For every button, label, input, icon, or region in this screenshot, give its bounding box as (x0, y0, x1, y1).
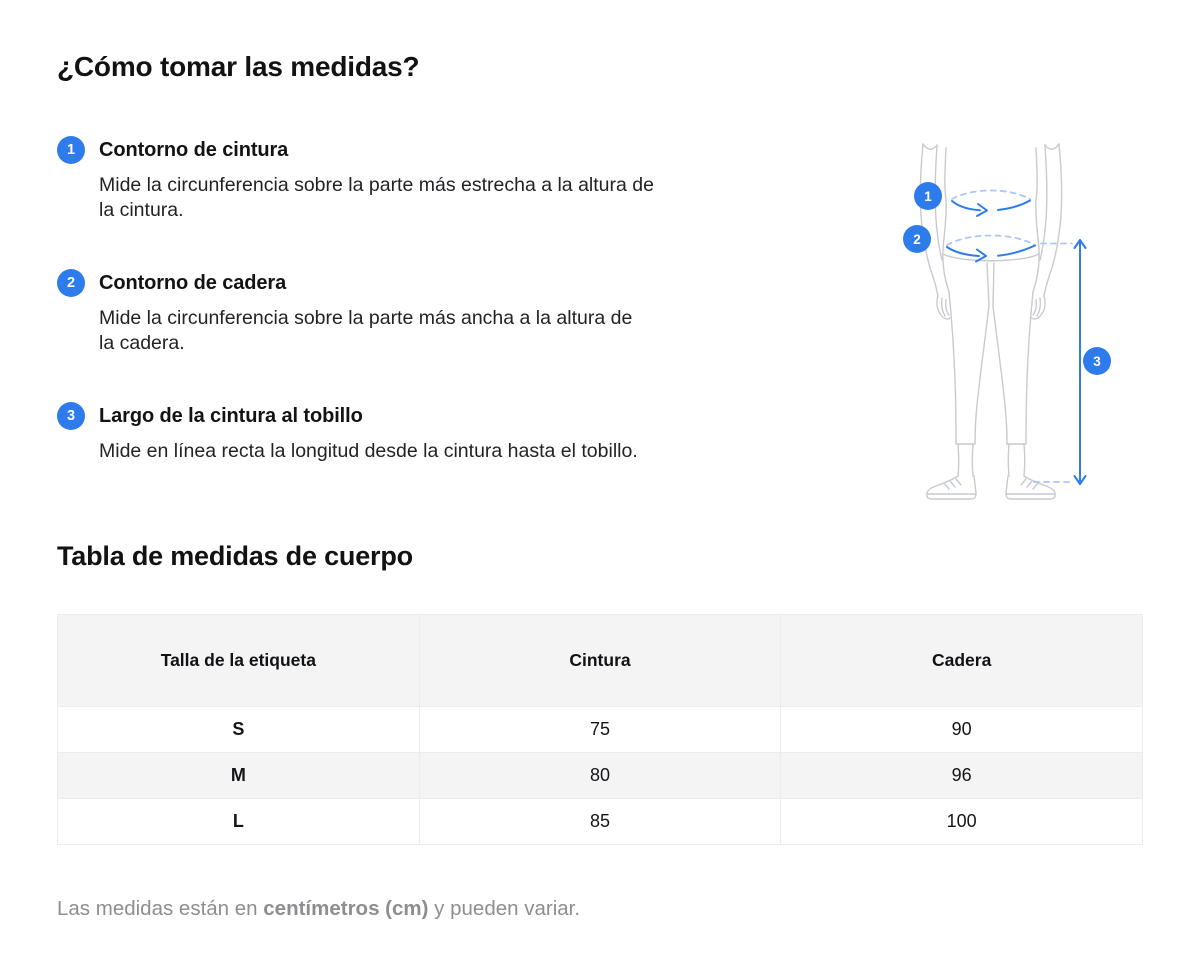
size-table-header-row (58, 614, 1143, 706)
description-line: la cintura. (99, 198, 184, 221)
column-header-hip: Cadera (781, 614, 1143, 706)
body-measurement-illustration (890, 130, 1130, 510)
step-description (99, 306, 797, 355)
hip-measure-ellipse (947, 236, 1035, 262)
description-line: la cadera. (99, 331, 185, 354)
marker-badge-2 (903, 225, 931, 253)
step-hip (57, 269, 797, 355)
step-number-badge: 1 (57, 136, 85, 164)
step-heading: Contorno de cadera (99, 271, 287, 294)
measurement-steps (57, 136, 797, 464)
hip-cell: 90 (781, 706, 1143, 752)
svg-text:3: 3 (1093, 354, 1101, 369)
hip-cell: 100 (781, 798, 1143, 844)
step-header (57, 269, 797, 297)
page-title: ¿Cómo tomar las medidas? (57, 51, 420, 82)
step-number-badge: 3 (57, 402, 85, 430)
waist-cell: 80 (419, 752, 781, 798)
column-header-size-label: Talla de la etiqueta (58, 614, 420, 706)
table-row-s (58, 706, 1143, 752)
size-cell: S (58, 706, 420, 752)
waist-measure-ellipse (952, 191, 1030, 217)
marker-badge-1 (914, 182, 942, 210)
waist-cell: 85 (419, 798, 781, 844)
length-measure-arrow (1034, 240, 1086, 484)
size-cell: L (58, 798, 420, 844)
size-table-title: Tabla de medidas de cuerpo (57, 540, 413, 571)
footnote-units: centímetros (cm) (263, 896, 429, 920)
description-line: Mide en línea recta la longitud desde la cintura hasta el tobillo. (99, 440, 638, 462)
size-table (57, 614, 1143, 845)
step-header (57, 136, 797, 164)
column-header-waist: Cintura (419, 614, 781, 706)
marker-badge-3 (1083, 347, 1111, 375)
step-description (99, 439, 797, 464)
step-waist (57, 136, 797, 222)
step-length (57, 402, 797, 464)
lower-body-figure (890, 130, 1130, 510)
step-header (57, 402, 797, 430)
svg-text:2: 2 (913, 232, 921, 247)
table-row-l (58, 798, 1143, 844)
units-footnote (57, 896, 1143, 922)
size-cell: M (58, 752, 420, 798)
footnote-prefix: Las medidas están en (57, 896, 264, 920)
description-line: Mide la circunferencia sobre la parte más ancha a la altura de (99, 307, 633, 329)
svg-text:1: 1 (924, 189, 932, 204)
waist-cell: 75 (419, 706, 781, 752)
footnote-suffix: y pueden variar. (428, 896, 581, 920)
table-row-m (58, 752, 1143, 798)
step-number-badge: 2 (57, 269, 85, 297)
step-description (99, 173, 797, 222)
step-heading: Contorno de cintura (99, 138, 289, 161)
hip-cell: 96 (781, 752, 1143, 798)
description-line: Mide la circunferencia sobre la parte más estrecha a la altura de (99, 174, 654, 196)
step-heading: Largo de la cintura al tobillo (99, 404, 363, 427)
